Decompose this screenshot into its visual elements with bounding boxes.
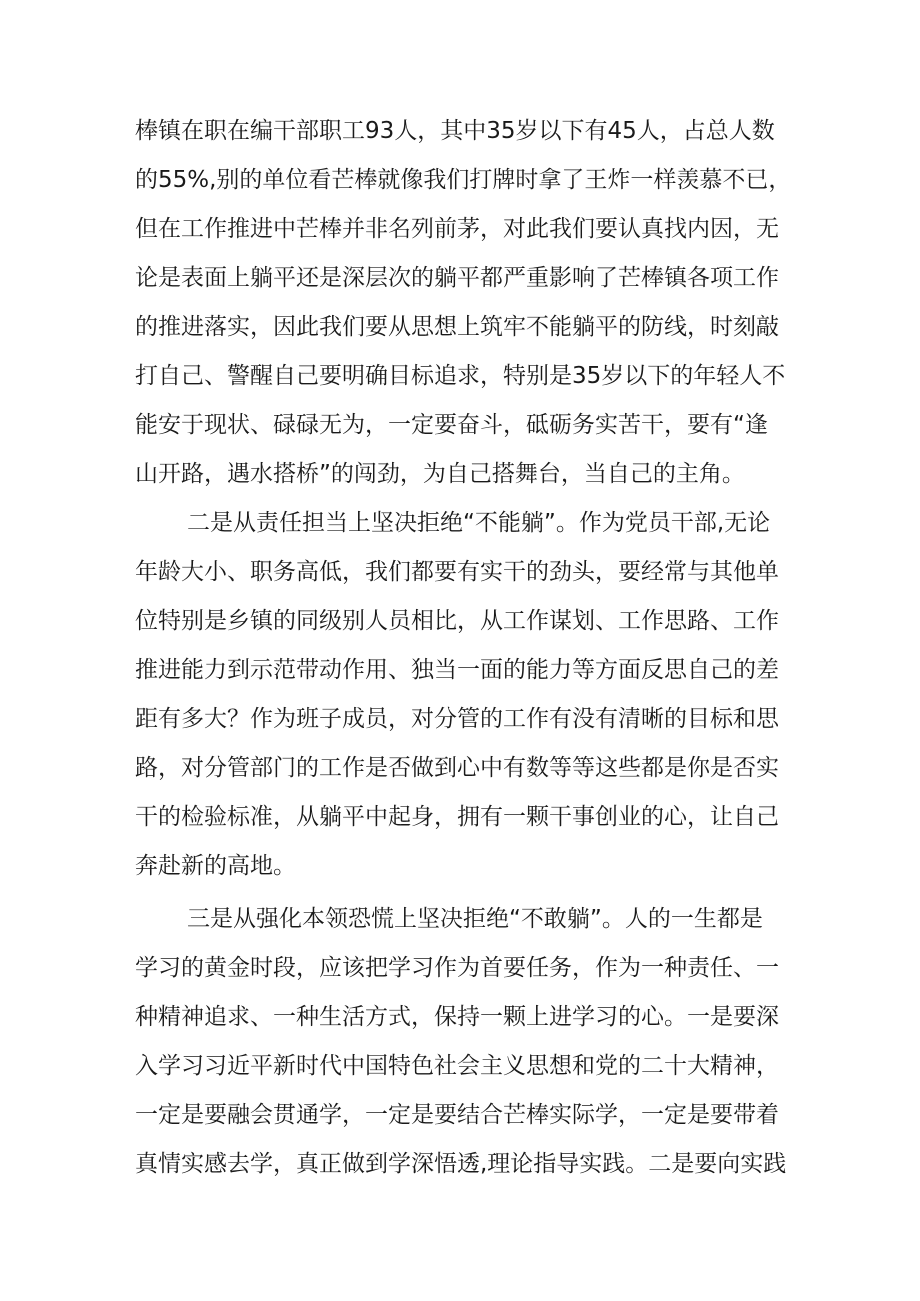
text-line: 路，对分管部门的工作是否做到心中有数等等这些都是你是否实 bbox=[135, 755, 779, 781]
text-line: 山开路，遇水搭桥”的闯劲，为自己搭舞台，当自己的主角。 bbox=[135, 461, 745, 487]
text-line: 奔赴新的高地。 bbox=[135, 853, 296, 879]
text-line: 年龄大小、职务高低，我们都要有实干的劲头，要经常与其他单 bbox=[135, 559, 779, 585]
text-line: 距有多大？作为班子成员，对分管的工作有没有清晰的目标和思 bbox=[135, 706, 779, 732]
text-line: 干的检验标准，从躺平中起身，拥有一颗干事创业的心，让自己 bbox=[135, 804, 779, 830]
text-line: 种精神追求、一种生活方式，保持一颗上进学习的心。一是要深 bbox=[135, 1004, 779, 1030]
text-line: 推进能力到示范带动作用、独当一面的能力等方面反思自己的差 bbox=[135, 657, 779, 683]
text-line: 一定是要融会贯通学，一定是要结合芒棒实际学，一定是要带着 bbox=[135, 1102, 779, 1128]
text-line: 但在工作推进中芒棒并非名列前茅，对此我们要认真找内因，无 bbox=[135, 216, 779, 242]
text-line: 三是从强化本领恐慌上坚决拒绝“不敢躺”。人的一生都是 bbox=[187, 906, 763, 932]
text-line: 打自己、警醒自己要明确目标追求，特别是35岁以下的年轻人不 bbox=[135, 363, 786, 389]
text-line: 真情实感去学，真正做到学深悟透,理论指导实践。二是要向实践 bbox=[135, 1151, 787, 1177]
text-line: 入学习习近平新时代中国特色社会主义思想和党的二十大精神， bbox=[135, 1053, 779, 1079]
text-line: 的55%,别的单位看芒棒就像我们打牌时拿了王炸一样羡慕不已， bbox=[135, 167, 792, 193]
text-line: 能安于现状、碌碌无为，一定要奋斗，砥砺务实苦干，要有“逢 bbox=[135, 412, 768, 438]
text-line: 棒镇在职在编干部职工93人，其中35岁以下有45人，占总人数 bbox=[135, 118, 775, 144]
text-line: 位特别是乡镇的同级别人员相比，从工作谋划、工作思路、工作 bbox=[135, 608, 779, 634]
text-line: 学习的黄金时段，应该把学习作为首要任务，作为一种责任、一 bbox=[135, 955, 779, 981]
text-line: 论是表面上躺平还是深层次的躺平都严重影响了芒棒镇各项工作 bbox=[135, 265, 779, 291]
text-line: 二是从责任担当上坚决拒绝“不能躺”。作为党员干部,无论 bbox=[187, 510, 771, 536]
text-line: 的推进落实，因此我们要从思想上筑牢不能躺平的防线，时刻敲 bbox=[135, 314, 779, 340]
